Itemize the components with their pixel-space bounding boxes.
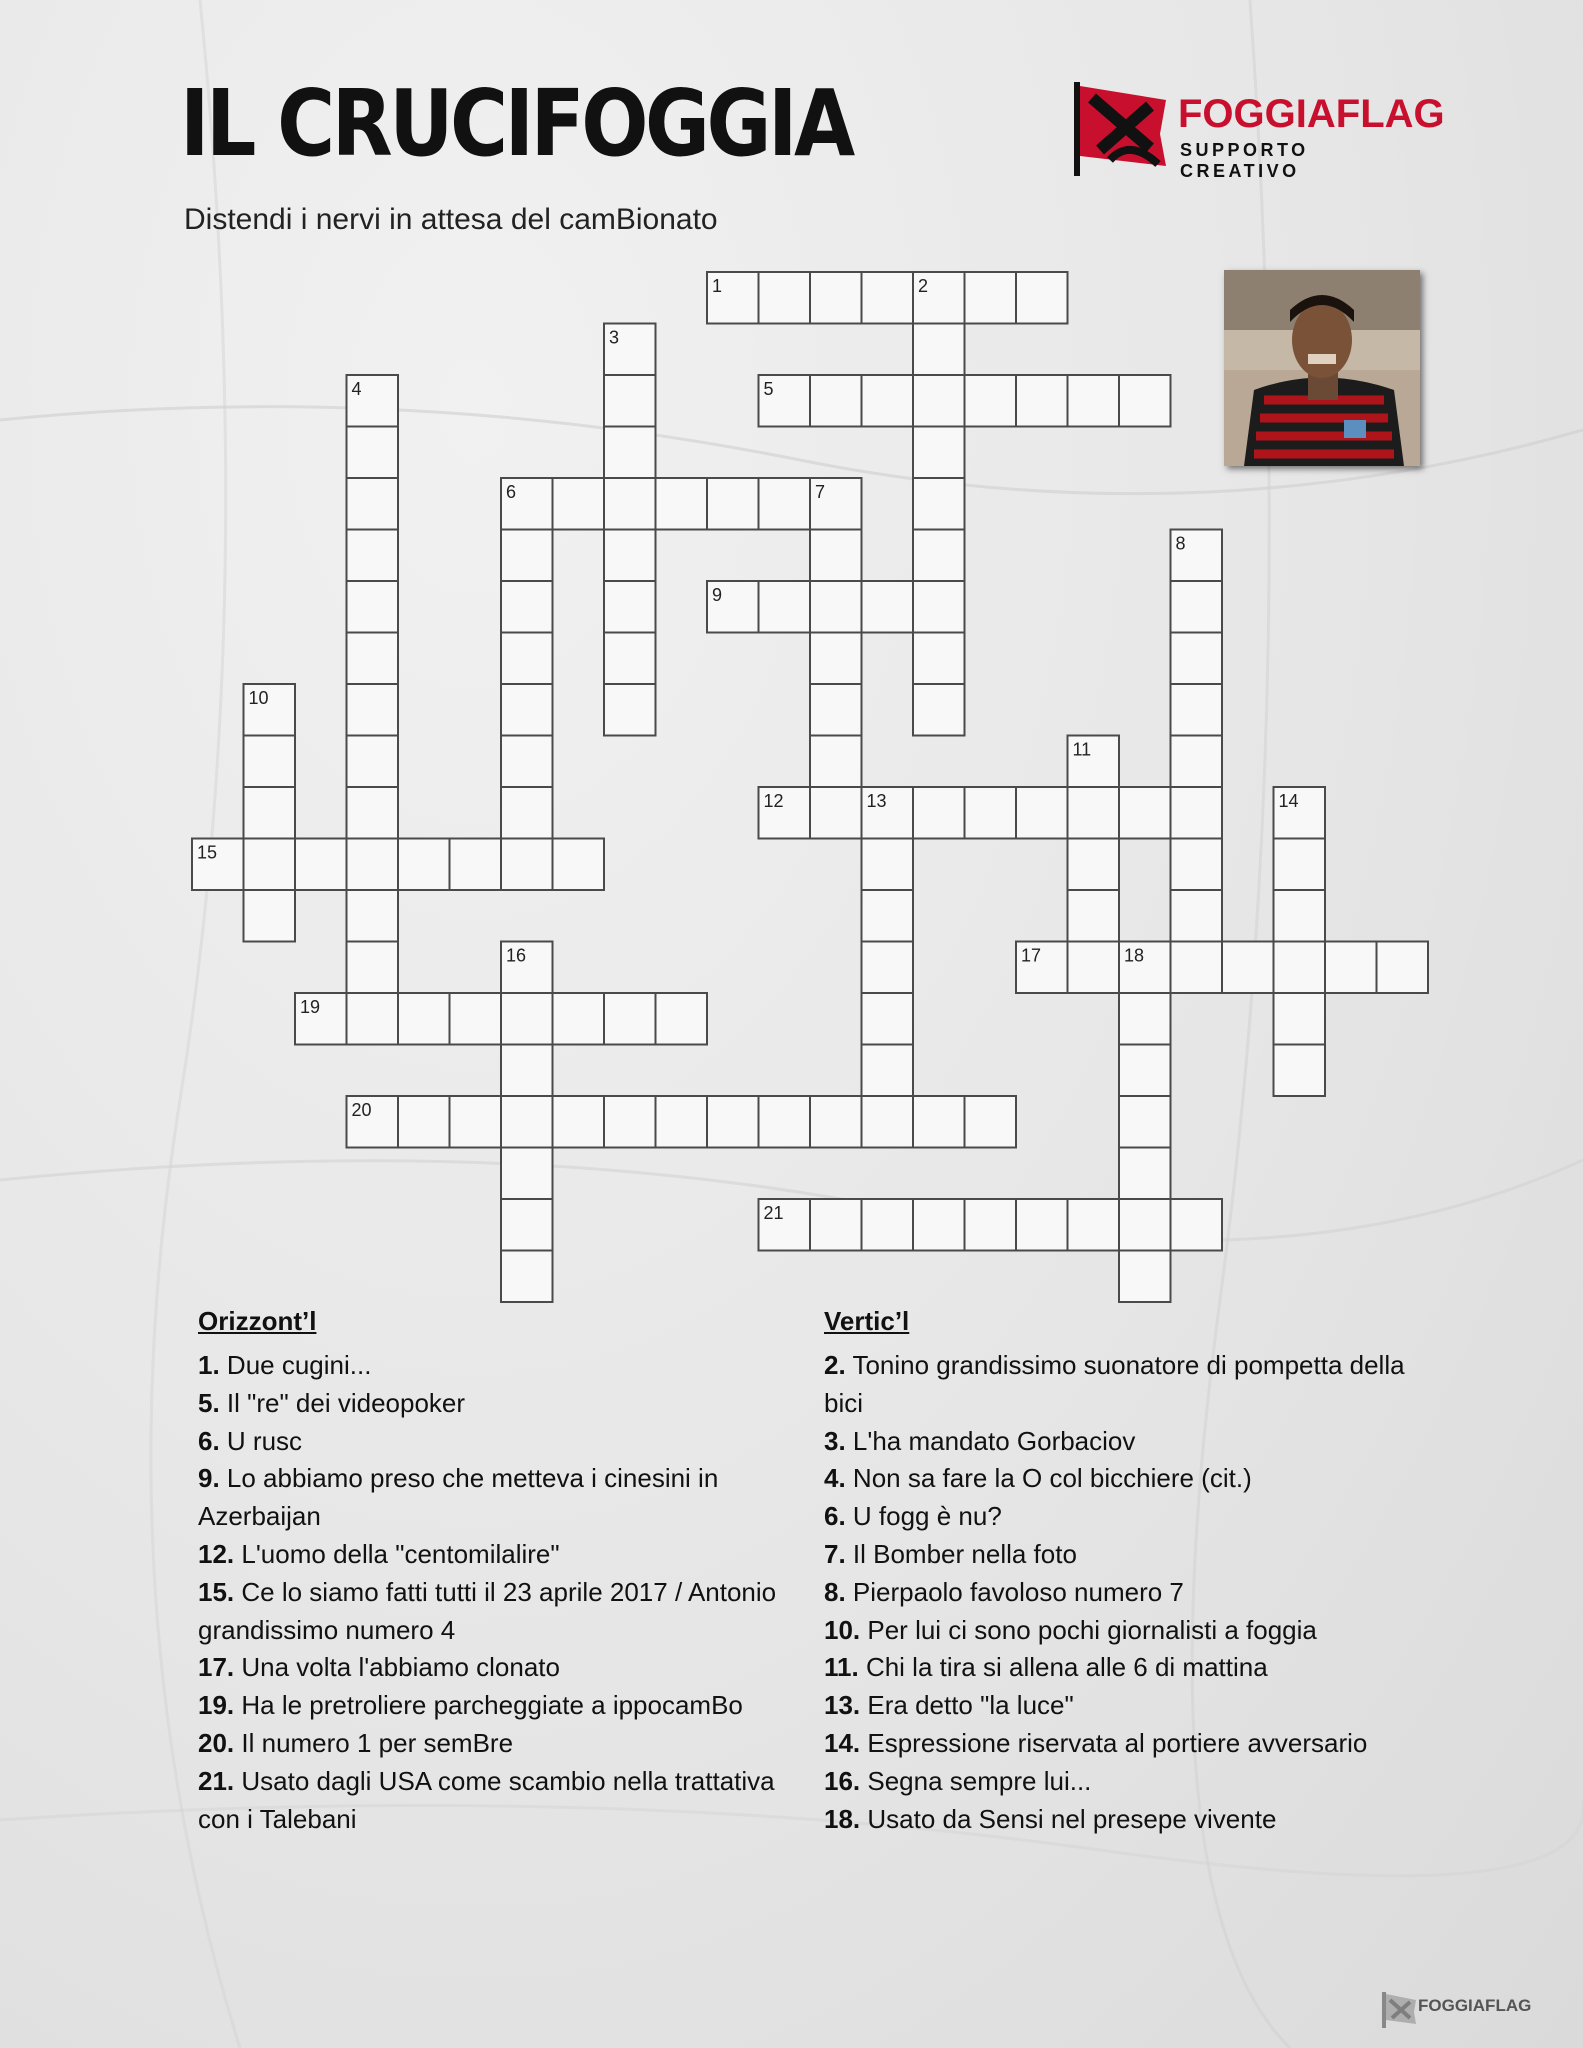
clue-text: Una volta l'abbiamo clonato [234,1652,560,1683]
clue-item [824,1725,1444,1763]
grid-cell[interactable] [810,736,862,788]
cell-number: 7 [815,482,826,502]
grid-cell[interactable] [810,272,862,324]
clue-number: 13. [824,1690,861,1721]
page-title: IL CRUCIFOGGIA [180,70,852,177]
grid-cell[interactable] [862,1096,914,1148]
clue-item [198,1423,798,1461]
grid-cell[interactable] [707,1096,759,1148]
grid-cell[interactable] [398,993,450,1045]
grid-cell[interactable] [347,633,399,685]
grid-cell[interactable] [1171,890,1223,942]
footer-flag-icon [1380,1990,1420,2030]
cell-number: 13 [866,791,887,811]
grid-cell[interactable] [1171,787,1223,839]
clue-number: 6. [824,1501,846,1532]
grid-cell[interactable] [553,993,605,1045]
grid-cell[interactable] [965,787,1017,839]
cell-number: 4 [351,379,362,399]
grid-cell[interactable] [759,581,811,633]
clue-text: Espressione riservata al portiere avversario [860,1727,1368,1758]
grid-cell[interactable] [965,375,1017,427]
grid-cell[interactable] [862,1045,914,1097]
grid-cell[interactable] [810,787,862,839]
grid-cell[interactable] [553,1096,605,1148]
grid-cell[interactable] [604,375,656,427]
grid-cell[interactable] [347,993,399,1045]
grid-cell[interactable] [656,478,708,530]
grid-cell[interactable] [759,478,811,530]
grid-cell[interactable] [1119,1148,1171,1200]
grid-cell[interactable] [553,478,605,530]
grid-cell[interactable] [295,839,347,891]
grid-cell[interactable] [810,375,862,427]
grid-cell[interactable] [1016,272,1068,324]
grid-cell[interactable] [1325,942,1377,994]
clue-item [198,1725,798,1763]
grid-cell[interactable] [862,942,914,994]
grid-cell[interactable] [1068,375,1120,427]
grid-cell[interactable] [1119,1251,1171,1303]
grid-cell[interactable] [913,375,965,427]
grid-cell[interactable] [347,581,399,633]
clue-item [824,1687,1444,1725]
grid-cell[interactable] [501,530,553,582]
grid-cell[interactable] [913,530,965,582]
cell-number: 6 [506,482,517,502]
clue-text: Due cugini... [219,1350,372,1380]
footer-logo-text: FOGGIAFLAG [1418,1996,1532,2015]
clue-item [824,1347,1444,1423]
grid-cell[interactable] [347,736,399,788]
grid-cell[interactable] [1222,942,1274,994]
clue-text: Chi la tira si allena alle 6 di mattina [858,1652,1268,1683]
grid-cell[interactable] [501,684,553,736]
grid-cell[interactable] [862,839,914,891]
clue-number: 4. [824,1463,846,1494]
grid-cell[interactable] [965,1199,1017,1251]
clue-number: 18. [824,1803,861,1834]
grid-cell[interactable] [604,1096,656,1148]
grid-cell[interactable] [501,736,553,788]
grid-cell[interactable] [347,427,399,479]
cell-number: 12 [763,791,784,811]
grid-cell[interactable] [810,633,862,685]
grid-cell[interactable] [501,633,553,685]
clue-number: 20. [198,1727,235,1758]
grid-cell[interactable] [913,1199,965,1251]
clue-item [824,1763,1444,1801]
clue-item [198,1460,798,1536]
grid-cell[interactable] [913,684,965,736]
grid-cell[interactable] [450,839,502,891]
clue-number: 2. [824,1350,846,1380]
clue-text: Usato dagli USA come scambio nella trattativa con i Talebani [198,1765,775,1834]
clue-text: Usato da Sensi nel presepe vivente [860,1803,1277,1834]
grid-cell[interactable] [1274,839,1326,891]
clue-text: Tonino grandissimo suonatore di pompetta della bici [824,1350,1405,1418]
cell-number: 8 [1175,533,1186,554]
cell-number: 16 [506,945,527,966]
clue-text: L'ha mandato Gorbaciov [845,1425,1136,1456]
across-heading: Orizzont’l [198,1306,317,1336]
clue-item [198,1536,798,1574]
grid-cell[interactable] [1171,684,1223,736]
grid-cell[interactable] [1016,375,1068,427]
grid-cell[interactable] [759,272,811,324]
grid-cell[interactable] [1274,942,1326,994]
clue-item [198,1385,798,1423]
grid-cell[interactable] [244,736,296,788]
clue-item [824,1423,1444,1461]
cell-number: 5 [763,379,774,399]
clue-text: Il "re" dei videopoker [219,1387,466,1418]
clue-number: 10. [824,1614,861,1645]
grid-cell[interactable] [501,1148,553,1200]
grid-cell[interactable] [604,993,656,1045]
grid-cell[interactable] [862,581,914,633]
grid-cell[interactable] [862,1199,914,1251]
clue-number: 17. [198,1652,235,1683]
clue-number: 12. [198,1538,235,1569]
clue-number: 14. [824,1727,861,1758]
grid-cell[interactable] [347,839,399,891]
grid-cell[interactable] [501,993,553,1045]
grid-cell[interactable] [450,1096,502,1148]
across-clues [198,1306,798,1838]
clue-text: Lo abbiamo preso che metteva i cinesini in Azerbaijan [198,1463,719,1532]
grid-cell[interactable] [604,427,656,479]
grid-cell[interactable] [1068,839,1120,891]
grid-cell[interactable] [501,1045,553,1097]
grid-cell[interactable] [965,1096,1017,1148]
cell-number: 15 [197,842,218,863]
clue-text: Il numero 1 per semBre [234,1727,514,1758]
clue-text: Il Bomber nella foto [845,1538,1077,1569]
down-clue-list [824,1347,1444,1838]
grid-cell[interactable] [1016,1199,1068,1251]
clue-item [198,1763,798,1839]
clue-text: Ce lo siamo fatti tutti il 23 aprile 2017 / Antonio grandissimo numero 4 [198,1576,777,1645]
logo-name-part2: FLAG [1335,92,1445,136]
cell-number: 17 [1021,945,1042,966]
clue-item [824,1649,1444,1687]
cell-number: 2 [918,276,929,296]
grid-cell[interactable] [913,324,965,376]
grid-cell[interactable] [347,478,399,530]
clue-item [198,1687,798,1725]
grid-cell[interactable] [347,890,399,942]
clue-number: 19. [198,1690,235,1721]
grid-cell[interactable] [759,1096,811,1148]
grid-cell[interactable] [553,839,605,891]
grid-cell[interactable] [810,1199,862,1251]
grid-cell[interactable] [1119,1045,1171,1097]
grid-cell[interactable] [1068,787,1120,839]
logo-tagline: SUPPORTO CREATIVO [1180,140,1309,181]
grid-cell[interactable] [604,684,656,736]
clue-number: 21. [198,1765,235,1796]
grid-cell[interactable] [501,1199,553,1251]
grid-cell[interactable] [1171,581,1223,633]
clue-text: L'uomo della "centomilalire" [234,1538,560,1569]
grid-cell[interactable] [913,478,965,530]
clue-text: Per lui ci sono pochi giornalisti a foggia [860,1614,1317,1645]
clue-item [824,1612,1444,1650]
cell-number: 21 [763,1203,784,1223]
cell-number: 20 [351,1100,372,1120]
clue-number: 7. [824,1538,846,1569]
subtitle: Distendi i nervi in attesa del camBionato [184,203,718,236]
grid-cell[interactable] [604,581,656,633]
grid-cell[interactable] [1119,375,1171,427]
grid-cell[interactable] [913,581,965,633]
cell-number: 14 [1278,791,1299,811]
clue-number: 11. [824,1652,859,1683]
grid-cell[interactable] [1171,839,1223,891]
grid-cell[interactable] [450,993,502,1045]
clue-item [824,1460,1444,1498]
grid-cell[interactable] [1068,942,1120,994]
clue-text: U fogg è nu? [845,1501,1002,1532]
clue-text: Ha le pretroliere parcheggiate a ippocamBo [234,1690,743,1721]
cell-number: 9 [712,585,723,605]
cell-number: 3 [609,327,620,348]
grid-cell[interactable] [913,787,965,839]
down-clues [824,1306,1444,1838]
grid-cell[interactable] [862,375,914,427]
grid-cell[interactable] [1274,1045,1326,1097]
down-heading: Vertic’l [824,1306,910,1336]
grid-cell[interactable] [398,839,450,891]
clue-number: 8. [824,1576,846,1607]
grid-cell[interactable] [810,581,862,633]
across-clue-list [198,1347,798,1838]
clue-number: 5. [198,1387,220,1418]
clue-text: Non sa fare la O col bicchiere (cit.) [845,1463,1252,1494]
grid-cell[interactable] [604,530,656,582]
grid-cell[interactable] [347,530,399,582]
clue-item [198,1649,798,1687]
clue-number: 6. [198,1425,220,1456]
clue-text: U rusc [219,1425,303,1456]
clue-item [824,1574,1444,1612]
grid-cell[interactable] [1068,890,1120,942]
clue-item [198,1347,798,1385]
grid-cell[interactable] [398,1096,450,1148]
grid-cell[interactable] [965,272,1017,324]
clue-number: 15. [198,1576,235,1607]
cell-number: 1 [712,276,723,296]
grid-cell[interactable] [1377,942,1429,994]
logo-name-part1: FOGGIA [1178,92,1336,136]
grid-cell[interactable] [1119,787,1171,839]
grid-cell[interactable] [1171,736,1223,788]
grid-cell[interactable] [244,787,296,839]
clue-item [824,1536,1444,1574]
grid-cell[interactable] [1016,787,1068,839]
clue-text: Era detto "la luce" [860,1690,1074,1721]
grid-cell[interactable] [810,530,862,582]
clue-text: Segna sempre lui... [860,1765,1092,1796]
clue-number: 1. [198,1350,220,1380]
grid-cell[interactable] [501,581,553,633]
grid-cell[interactable] [244,839,296,891]
grid-cell[interactable] [347,942,399,994]
grid-cell[interactable] [862,890,914,942]
grid-cell[interactable] [501,1251,553,1303]
grid-cell[interactable] [244,890,296,942]
grid-cell[interactable] [913,1096,965,1148]
grid-cell[interactable] [1119,993,1171,1045]
grid-cell[interactable] [810,1096,862,1148]
grid-cell[interactable] [862,993,914,1045]
grid-cell[interactable] [1171,1199,1223,1251]
grid-cell[interactable] [913,633,965,685]
grid-cell[interactable] [347,684,399,736]
cell-number: 18 [1124,945,1145,966]
grid-cell[interactable] [501,839,553,891]
cell-number: 19 [300,997,321,1017]
clue-item [824,1801,1444,1839]
clue-number: 16. [824,1765,861,1796]
cell-number: 11 [1072,739,1092,760]
clue-item [824,1498,1444,1536]
grid-cell[interactable] [810,684,862,736]
grid-cell[interactable] [1119,1199,1171,1251]
grid-cell[interactable] [604,478,656,530]
grid-cell[interactable] [656,993,708,1045]
clue-number: 9. [198,1463,220,1494]
grid-cell[interactable] [1171,942,1223,994]
grid-cell[interactable] [347,787,399,839]
grid-cell[interactable] [1274,993,1326,1045]
grid-cell[interactable] [501,1096,553,1148]
grid-cell[interactable] [501,787,553,839]
grid-cell[interactable] [1119,1096,1171,1148]
clue-item [198,1574,798,1650]
grid-cell[interactable] [1171,633,1223,685]
grid-cell[interactable] [862,272,914,324]
grid-cell[interactable] [1068,1199,1120,1251]
grid-cell[interactable] [1274,890,1326,942]
grid-cell[interactable] [604,633,656,685]
cell-number: 10 [248,688,269,708]
grid-cell[interactable] [707,478,759,530]
clue-number: 3. [824,1425,846,1456]
grid-cell[interactable] [913,427,965,479]
grid-cell[interactable] [656,1096,708,1148]
clue-text: Pierpaolo favoloso numero 7 [845,1576,1184,1607]
